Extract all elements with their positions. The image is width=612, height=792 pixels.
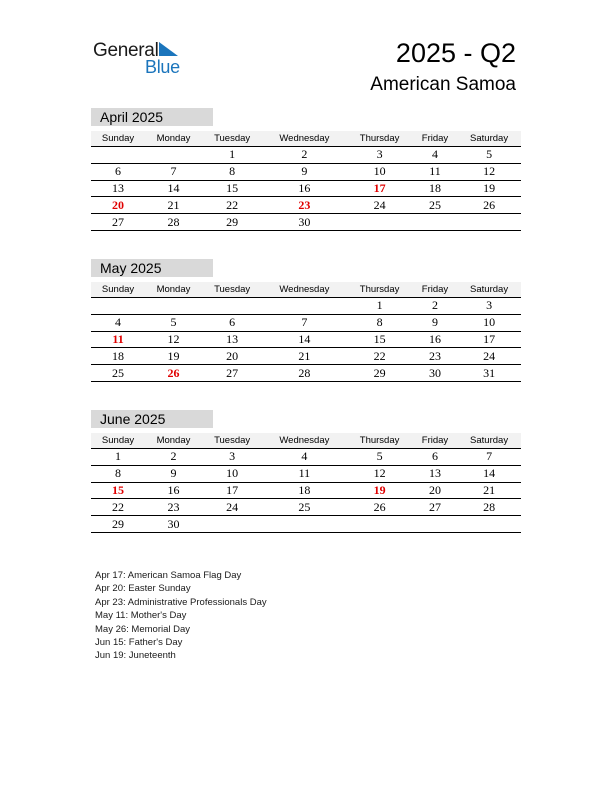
- weekday-header: Sunday: [91, 433, 145, 449]
- day-cell: 1: [346, 298, 412, 315]
- empty-day-cell: [262, 298, 346, 315]
- day-cell: 26: [346, 499, 412, 516]
- brand-logo: [93, 40, 193, 80]
- day-cell: 8: [202, 163, 263, 180]
- day-cell: 29: [346, 365, 412, 382]
- day-cell: 9: [413, 314, 457, 331]
- holiday-note: Jun 15: Father's Day: [95, 637, 183, 649]
- month-label: June 2025: [91, 410, 213, 428]
- day-cell: 27: [202, 365, 263, 382]
- day-cell: 24: [346, 197, 412, 214]
- week-row: [91, 499, 521, 516]
- day-cell: 19: [346, 482, 412, 499]
- day-cell: 26: [457, 197, 521, 214]
- weekday-header: Friday: [413, 433, 457, 449]
- day-cell: 22: [202, 197, 263, 214]
- brand-word-general: General: [93, 40, 159, 61]
- day-cell: 30: [413, 365, 457, 382]
- month-calendar-june: [91, 410, 521, 533]
- day-cell: 2: [262, 147, 346, 164]
- day-cell: 16: [413, 331, 457, 348]
- weekday-header: Thursday: [346, 131, 412, 147]
- day-cell: 17: [457, 331, 521, 348]
- weekday-header: Wednesday: [262, 282, 346, 298]
- day-cell: 24: [457, 348, 521, 365]
- weekday-header: Friday: [413, 131, 457, 147]
- week-row: [91, 298, 521, 315]
- day-cell: 24: [202, 499, 263, 516]
- weekday-header: Saturday: [457, 433, 521, 449]
- empty-day-cell: [145, 298, 202, 315]
- holiday-list: [95, 569, 267, 663]
- weekday-header: Thursday: [346, 433, 412, 449]
- empty-day-cell: [346, 516, 412, 533]
- day-cell: 6: [91, 163, 145, 180]
- weekday-header: Saturday: [457, 131, 521, 147]
- holiday-note: Jun 19: Juneteenth: [95, 650, 176, 662]
- weekday-header: Wednesday: [262, 433, 346, 449]
- day-cell: 17: [346, 180, 412, 197]
- month-label: April 2025: [91, 108, 213, 126]
- week-row: [91, 331, 521, 348]
- day-cell: 14: [145, 180, 202, 197]
- weekday-header: Tuesday: [202, 433, 263, 449]
- day-cell: 7: [145, 163, 202, 180]
- day-cell: 29: [202, 214, 263, 231]
- holiday-note: Apr 20: Easter Sunday: [95, 583, 191, 595]
- week-row: [91, 365, 521, 382]
- day-cell: 4: [91, 314, 145, 331]
- day-cell: 9: [262, 163, 346, 180]
- day-cell: 20: [202, 348, 263, 365]
- day-cell: 17: [202, 482, 263, 499]
- week-rows: [91, 147, 521, 231]
- empty-day-cell: [91, 298, 145, 315]
- day-cell: 12: [145, 331, 202, 348]
- weekday-header: Saturday: [457, 282, 521, 298]
- weekday-header: Sunday: [91, 282, 145, 298]
- day-cell: 5: [145, 314, 202, 331]
- month-grid: [91, 131, 521, 231]
- day-cell: 21: [145, 197, 202, 214]
- day-cell: 27: [91, 214, 145, 231]
- holiday-note: Apr 17: American Samoa Flag Day: [95, 570, 242, 581]
- day-cell: 7: [262, 314, 346, 331]
- day-cell: 26: [145, 365, 202, 382]
- day-cell: 1: [91, 449, 145, 466]
- month-grid: [91, 433, 521, 533]
- day-cell: 18: [91, 348, 145, 365]
- brand-triangle-icon: [159, 42, 179, 58]
- weekday-header: Monday: [145, 433, 202, 449]
- empty-day-cell: [202, 516, 263, 533]
- day-cell: 30: [262, 214, 346, 231]
- day-cell: 7: [457, 449, 521, 466]
- week-row: [91, 482, 521, 499]
- month-grid: [91, 282, 521, 382]
- day-cell: 3: [457, 298, 521, 315]
- day-cell: 4: [413, 147, 457, 164]
- empty-day-cell: [346, 214, 412, 231]
- day-cell: 20: [413, 482, 457, 499]
- weekday-header: Tuesday: [202, 131, 263, 147]
- holiday-note: Apr 23: Administrative Professionals Day: [95, 596, 267, 608]
- day-cell: 21: [457, 482, 521, 499]
- day-cell: 8: [91, 465, 145, 482]
- page-subtitle: American Samoa: [370, 74, 516, 95]
- day-cell: 20: [91, 197, 145, 214]
- empty-day-cell: [91, 147, 145, 164]
- week-rows: [91, 449, 521, 533]
- week-row: [91, 163, 521, 180]
- weekday-header: Monday: [145, 131, 202, 147]
- day-cell: 11: [91, 331, 145, 348]
- weekday-header: Monday: [145, 282, 202, 298]
- day-cell: 6: [413, 449, 457, 466]
- day-cell: 25: [262, 499, 346, 516]
- weekday-header-row: [91, 131, 521, 147]
- day-cell: 10: [346, 163, 412, 180]
- week-row: [91, 147, 521, 164]
- day-cell: 19: [145, 348, 202, 365]
- day-cell: 13: [91, 180, 145, 197]
- day-cell: 3: [346, 147, 412, 164]
- empty-day-cell: [457, 214, 521, 231]
- day-cell: 22: [91, 499, 145, 516]
- week-row: [91, 314, 521, 331]
- day-cell: 1: [202, 147, 263, 164]
- empty-day-cell: [145, 147, 202, 164]
- day-cell: 5: [346, 449, 412, 466]
- weekday-header: Wednesday: [262, 131, 346, 147]
- day-cell: 22: [346, 348, 412, 365]
- day-cell: 21: [262, 348, 346, 365]
- day-cell: 14: [457, 465, 521, 482]
- week-row: [91, 180, 521, 197]
- day-cell: 12: [457, 163, 521, 180]
- week-row: [91, 348, 521, 365]
- weekday-header: Friday: [413, 282, 457, 298]
- day-cell: 6: [202, 314, 263, 331]
- day-cell: 9: [145, 465, 202, 482]
- week-row: [91, 465, 521, 482]
- month-calendar-may: [91, 259, 521, 382]
- day-cell: 11: [413, 163, 457, 180]
- weekday-header-row: [91, 282, 521, 298]
- day-cell: 18: [262, 482, 346, 499]
- day-cell: 31: [457, 365, 521, 382]
- week-rows: [91, 298, 521, 382]
- day-cell: 16: [145, 482, 202, 499]
- empty-day-cell: [457, 516, 521, 533]
- holiday-note: May 11: Mother's Day: [95, 610, 187, 622]
- month-calendar-april: [91, 108, 521, 231]
- day-cell: 8: [346, 314, 412, 331]
- holiday-note: May 26: Memorial Day: [95, 623, 191, 635]
- day-cell: 10: [457, 314, 521, 331]
- day-cell: 13: [413, 465, 457, 482]
- day-cell: 23: [413, 348, 457, 365]
- day-cell: 29: [91, 516, 145, 533]
- empty-day-cell: [202, 298, 263, 315]
- day-cell: 11: [262, 465, 346, 482]
- brand-word-blue: Blue: [145, 57, 180, 77]
- day-cell: 28: [457, 499, 521, 516]
- day-cell: 5: [457, 147, 521, 164]
- day-cell: 15: [346, 331, 412, 348]
- week-row: [91, 516, 521, 533]
- page-title: 2025 - Q2: [395, 38, 516, 68]
- day-cell: 10: [202, 465, 263, 482]
- day-cell: 2: [145, 449, 202, 466]
- day-cell: 13: [202, 331, 263, 348]
- weekday-header-row: [91, 433, 521, 449]
- day-cell: 23: [145, 499, 202, 516]
- day-cell: 28: [145, 214, 202, 231]
- day-cell: 18: [413, 180, 457, 197]
- day-cell: 27: [413, 499, 457, 516]
- day-cell: 15: [202, 180, 263, 197]
- week-row: [91, 197, 521, 214]
- day-cell: 19: [457, 180, 521, 197]
- day-cell: 25: [91, 365, 145, 382]
- day-cell: 25: [413, 197, 457, 214]
- week-row: [91, 449, 521, 466]
- day-cell: 30: [145, 516, 202, 533]
- empty-day-cell: [413, 214, 457, 231]
- day-cell: 23: [262, 197, 346, 214]
- day-cell: 14: [262, 331, 346, 348]
- month-label: May 2025: [91, 259, 213, 277]
- day-cell: 4: [262, 449, 346, 466]
- day-cell: 28: [262, 365, 346, 382]
- weekday-header: Tuesday: [202, 282, 263, 298]
- weekday-header: Sunday: [91, 131, 145, 147]
- day-cell: 12: [346, 465, 412, 482]
- day-cell: 16: [262, 180, 346, 197]
- day-cell: 15: [91, 482, 145, 499]
- day-cell: 3: [202, 449, 263, 466]
- empty-day-cell: [262, 516, 346, 533]
- day-cell: 2: [413, 298, 457, 315]
- weekday-header: Thursday: [346, 282, 412, 298]
- empty-day-cell: [413, 516, 457, 533]
- week-row: [91, 214, 521, 231]
